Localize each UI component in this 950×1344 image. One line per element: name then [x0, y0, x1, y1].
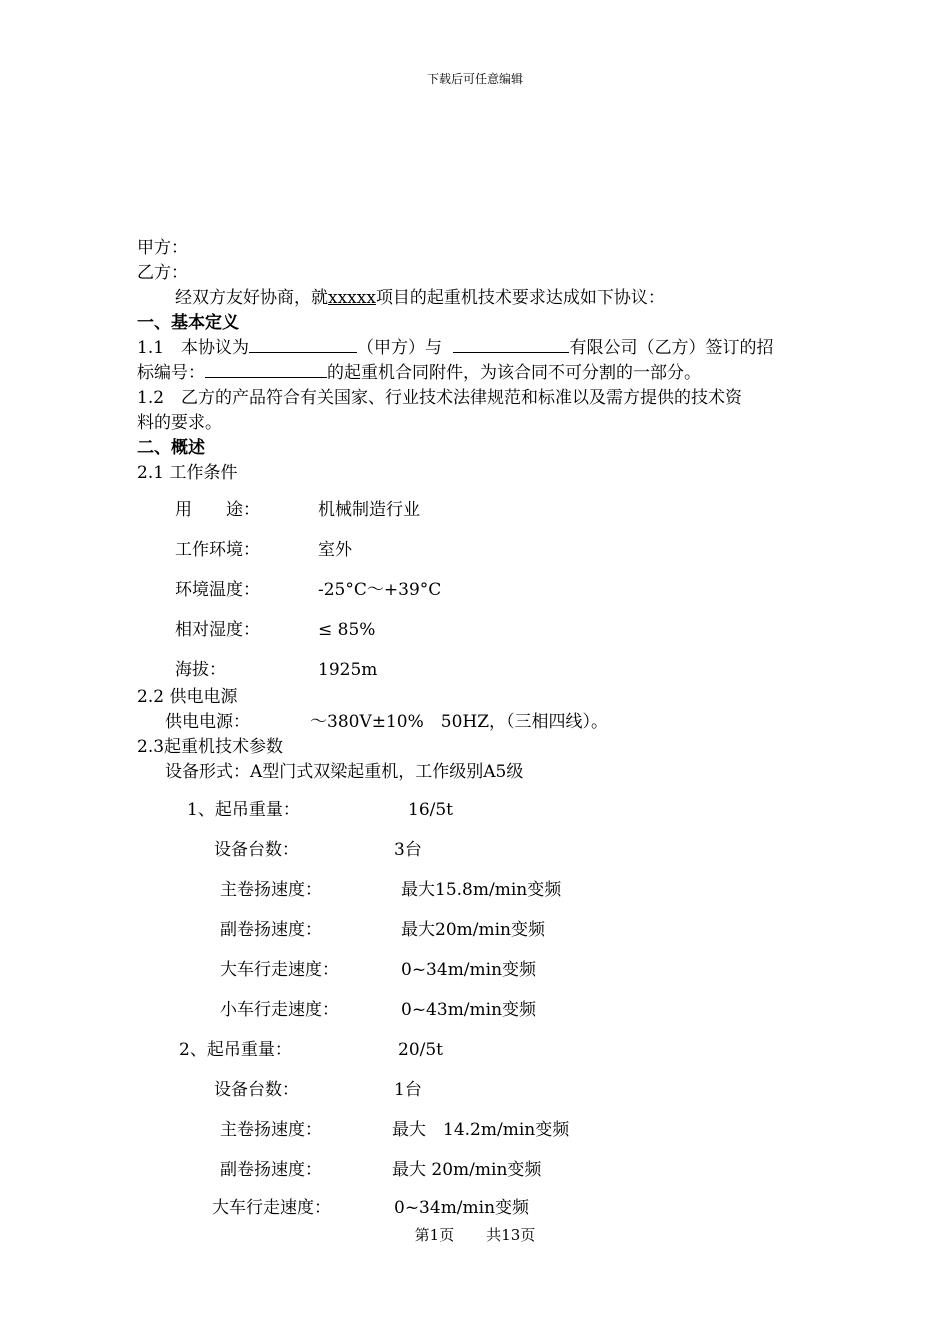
footer-page-number: 第1页 [414, 1226, 455, 1244]
crane1-big-label: 大车行走速度： [220, 960, 339, 980]
blank-party-a [249, 336, 357, 353]
section-2-1-title: 2.1 工作条件 [137, 463, 238, 483]
work-value-env: 室外 [318, 540, 352, 560]
party-a-line: 甲方： [137, 238, 188, 258]
clause-1-1-line-1 [137, 336, 773, 360]
section-2-2-title: 2.2 供电电源 [137, 687, 238, 707]
crane1-aux-label: 副卷扬速度： [220, 920, 322, 940]
equipment-form: 设备形式：A型门式双梁起重机，工作级别A5级 [165, 762, 524, 782]
crane2-count-value: 1台 [394, 1080, 422, 1100]
intro-paragraph [175, 286, 665, 310]
clause-1-1-a: 1.1 本协议为 [137, 338, 250, 358]
section-2-title: 二、概述 [137, 438, 205, 458]
work-value-temp: -25°C～+39°C [318, 580, 442, 600]
work-label-use: 用 途： [175, 500, 260, 520]
crane1-count-value: 3台 [394, 840, 422, 860]
crane2-aux-value: 最大 20m/min变频 [392, 1160, 542, 1180]
crane2-big-value: 0~34m/min变频 [394, 1198, 530, 1218]
crane1-main-value: 最大15.8m/min变频 [401, 880, 562, 900]
work-value-humidity: ≤ 85% [318, 620, 376, 640]
crane1-big-value: 0~34m/min变频 [401, 960, 537, 980]
crane1-count-label: 设备台数： [214, 840, 299, 860]
work-value-use: 机械制造行业 [318, 500, 420, 520]
blank-bid-number [205, 361, 327, 378]
page-footer [0, 1224, 950, 1245]
crane1-aux-value: 最大20m/min变频 [401, 920, 545, 940]
crane2-big-label: 大车行走速度： [212, 1198, 331, 1218]
clause-1-1-e: 的起重机合同附件，为该合同不可分割的一部分。 [327, 363, 701, 383]
section-1-title: 一、基本定义 [137, 313, 239, 333]
crane1-small-value: 0~43m/min变频 [401, 1000, 537, 1020]
blank-party-b [453, 336, 569, 353]
work-value-altitude: 1925m [318, 660, 378, 680]
clause-1-1-line-2 [137, 361, 701, 385]
work-label-temp: 环境温度： [175, 580, 260, 600]
clause-1-1-c: 有限公司（乙方）签订的招 [569, 338, 774, 358]
crane2-load: 20/5t [398, 1040, 444, 1060]
clause-1-2-line-2: 料的要求。 [137, 413, 222, 433]
page-header: 下载后可任意编辑 [426, 72, 523, 86]
crane2-title: 2、起吊重量： [179, 1040, 292, 1060]
work-label-env: 工作环境： [175, 540, 260, 560]
power-label: 供电电源： [165, 712, 250, 732]
project-name: xxxxx [328, 288, 376, 308]
crane2-main-value: 最大 14.2m/min变频 [392, 1120, 570, 1140]
work-label-humidity: 相对湿度： [175, 620, 260, 640]
crane1-title: 1、起吊重量： [187, 800, 300, 820]
crane2-count-label: 设备台数： [214, 1080, 299, 1100]
crane1-load: 16/5t [408, 800, 454, 820]
clause-1-1-d: 标编号： [137, 363, 205, 383]
work-label-altitude: 海拔： [175, 660, 226, 680]
intro-pre: 经双方友好协商，就 [175, 288, 328, 308]
section-2-3-title: 2.3起重机技术参数 [137, 737, 284, 757]
clause-1-1-b: （甲方）与 [357, 338, 443, 358]
footer-total-pages: 共13页 [486, 1226, 536, 1244]
crane1-small-label: 小车行走速度： [220, 1000, 339, 1020]
crane2-aux-label: 副卷扬速度： [220, 1160, 322, 1180]
party-b-line: 乙方： [137, 263, 188, 283]
crane1-main-label: 主卷扬速度： [220, 880, 322, 900]
clause-1-2-line-1: 1.2 乙方的产品符合有关国家、行业技术法律规范和标准以及需方提供的技术资 [137, 388, 743, 408]
power-value: ～380V±10% 50HZ，（三相四线）。 [310, 712, 609, 732]
intro-post: 项目的起重机技术要求达成如下协议： [375, 288, 665, 308]
crane2-main-label: 主卷扬速度： [220, 1120, 322, 1140]
